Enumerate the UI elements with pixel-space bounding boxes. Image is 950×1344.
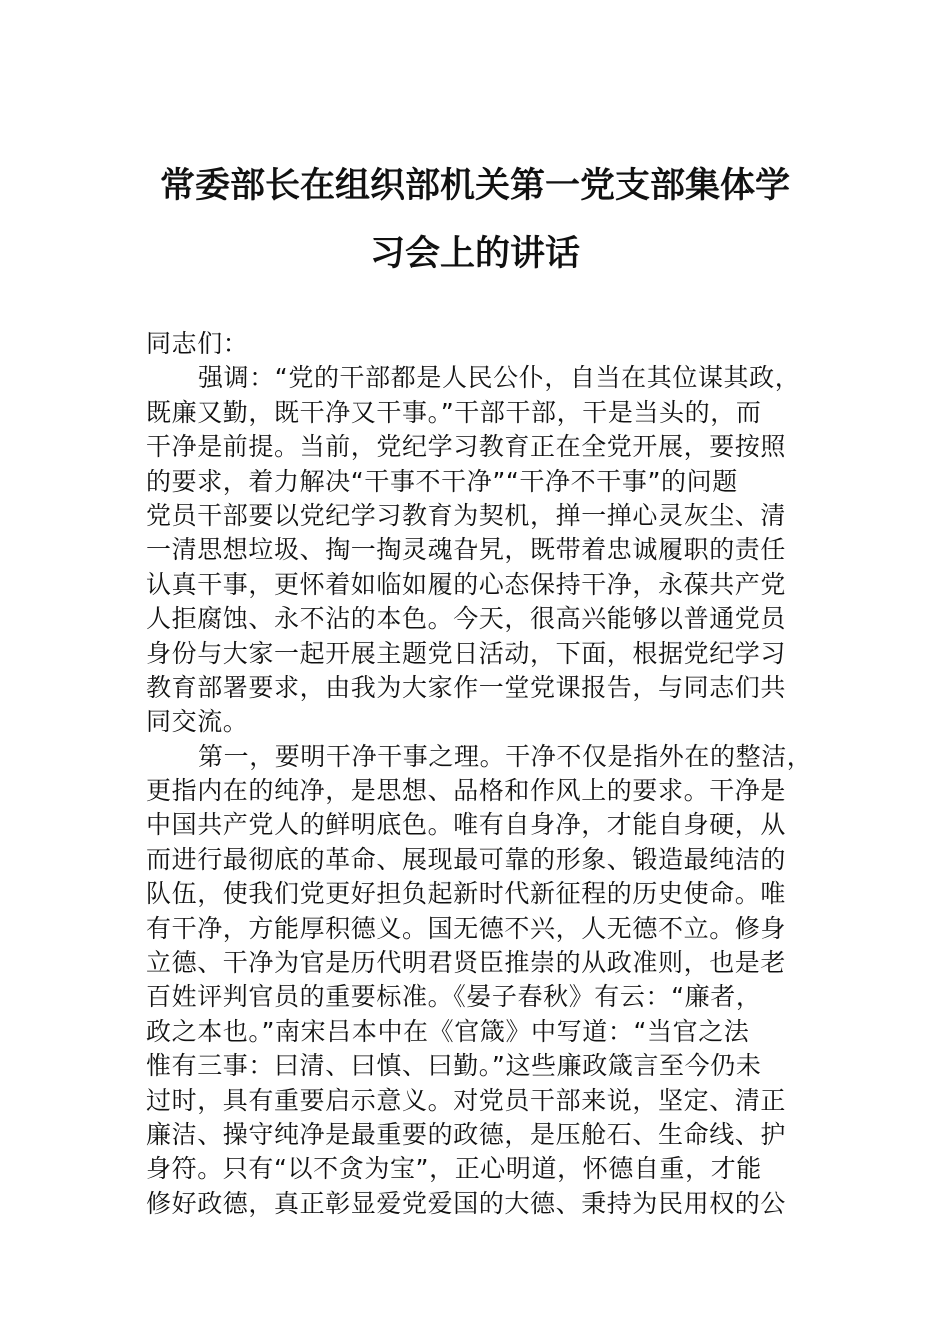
body-line: 同志们： xyxy=(146,329,249,358)
body-line: 同交流。 xyxy=(146,707,249,737)
body-line: 百姓评判官员的重要标准。《晏子春秋》有云：“廉者， xyxy=(146,982,762,1012)
body-line: 惟有三事：曰清、曰慎、曰勤。”这些廉政箴言至今仍未 xyxy=(146,1051,762,1081)
document-body xyxy=(146,327,836,1221)
body-line: 身符。只有“以不贪为宝”，正心明道，怀德自重，才能 xyxy=(146,1154,762,1184)
body-line: 中国共产党人的鲜明底色。唯有自身净，才能自身硬，从 xyxy=(146,810,787,840)
body-line: 廉洁、操守纯净是最重要的政德，是压舱石、生命线、护 xyxy=(146,1119,787,1149)
body-line: 强调：“党的干部都是人民公仆，自当在其位谋其政， xyxy=(198,363,801,393)
body-line: 既廉又勤，既干净又干事。”干部干部，干是当头的，而 xyxy=(146,397,762,427)
body-line: 的要求，着力解决“干事不干净”“干净不干事”的问题 xyxy=(146,466,738,496)
document-title-line-1: 常委部长在组织部机关第一党支部集体学 xyxy=(159,165,790,206)
body-line: 有干净，方能厚积德义。国无德不兴，人无德不立。修身 xyxy=(146,913,787,943)
body-line: 认真干事，更怀着如临如履的心态保持干净，永葆共产党 xyxy=(146,569,787,599)
body-line: 队伍，使我们党更好担负起新时代新征程的历史使命。唯 xyxy=(146,879,787,909)
body-line: 人拒腐蚀、永不沾的本色。今天，很高兴能够以普通党员 xyxy=(146,604,787,634)
body-line: 教育部署要求，由我为大家作一堂党课报告，与同志们共 xyxy=(146,672,787,702)
body-line: 身份与大家一起开展主题党日活动，下面，根据党纪学习 xyxy=(146,638,787,668)
body-line: 立德、干净为官是历代明君贤臣推崇的从政准则，也是老 xyxy=(146,948,787,978)
body-line: 政之本也。”南宋吕本中在《官箴》中写道：“当官之法 xyxy=(146,1016,750,1046)
body-line: 一清思想垃圾、掏一掏灵魂旮旯，既带着忠诚履职的责任 xyxy=(146,535,787,565)
body-line: 过时，具有重要启示意义。对党员干部来说，坚定、清正 xyxy=(146,1085,787,1115)
document-title-line-2: 习会上的讲话 xyxy=(369,233,580,274)
body-line: 干净是前提。当前，党纪学习教育正在全党开展，要按照 xyxy=(146,432,787,462)
body-line: 而进行最彻底的革命、展现最可靠的形象、锻造最纯洁的 xyxy=(146,844,787,874)
body-line: 修好政德，真正彰显爱党爱国的大德、秉持为民用权的公 xyxy=(146,1188,787,1218)
body-line: 更指内在的纯净，是思想、品格和作风上的要求。干净是 xyxy=(146,776,787,806)
body-line: 党员干部要以党纪学习教育为契机，掸一掸心灵灰尘、清 xyxy=(146,500,787,530)
body-line: 第一，要明干净干事之理。干净不仅是指外在的整洁， xyxy=(198,741,813,771)
